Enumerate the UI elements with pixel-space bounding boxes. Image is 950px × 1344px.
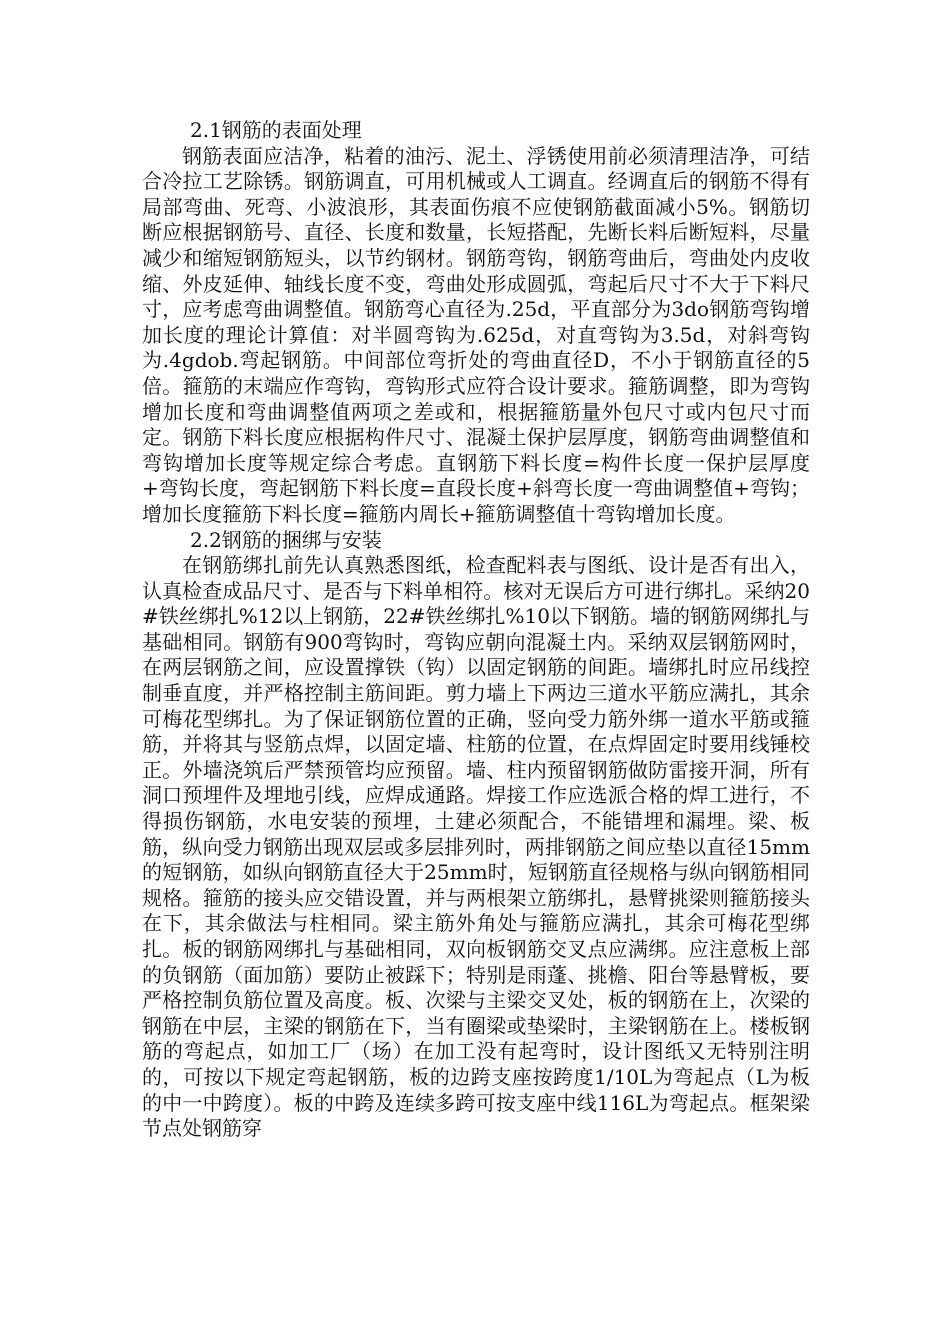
section-heading-binding-installation: 2.2钢筋的捆绑与安装 (190, 527, 382, 552)
section-heading-surface-treatment: 2.1钢筋的表面处理 (190, 118, 362, 142)
section-paragraph-binding-installation: 在钢筋绑扎前先认真熟悉图纸，检查配料表与图纸、设计是否有出入，认真检查成品尺寸、是否与下料单相符。核对无误后方可进行绑扎。采纳20#铁丝绑扎%12以上钢筋，22#铁丝绑扎%10以下钢筋。墙的钢筋网绑扎与基础相同。钢筋有900弯钩时，弯钩应朝向混凝土内。采纳双层钢筋网时，在两层钢筋之间，应设置撑铁（钩）以固定钢筋的间距。墙绑扎时应吊线控制垂直度，并严格控制主筋间距。剪力墙上下两边三道水平筋应满扎，其余可梅花型绑扎。为了保证钢筋位置的正确，竖向受力筋外绑一道水平筋或箍筋，并将其与竖筋点焊，以固定墙、柱筋的位置，在点焊固定时要用线锤校正。外墙浇筑后严禁预管均应预留。墙、柱内预留钢筋做防雷接开洞，所有洞口预埋件及埋地引线，应焊成通路。焊接工作应选派合格的焊工进行，不得损伤钢筋，水电安装的预埋，土建必须配合，不能错埋和漏埋。梁、板筋，纵向受力钢筋出现双层或多层排列时，两排钢筋之间应垫以直径15mm的短钢筋，如纵向钢筋直径大于25mm时，短钢筋直径规格与纵向钢筋相同规格。箍筋的接头应交错设置，并与两根架立筋绑扎，悬臂挑梁则箍筋接头在下，其余做法与柱相同。梁主筋外角处与箍筋应满扎，其余可梅花型绑扎。板的钢筋网绑扎与基础相同，双向板钢筋交叉点应满绑。应注意板上部的负钢筋（面加筋）要防止被踩下；特别是雨蓬、挑檐、阳台等悬臂板，要严格控制负筋位置及高度。板、次梁与主梁交叉处，板的钢筋在上，次梁的钢筋在中层，主梁的钢筋在下，当有圈梁或垫梁时，主梁钢筋在上。楼板钢筋的弯起点，如加工厂（场）在加工没有起弯时，设计图纸又无特别注明的，可按以下规定弯起钢筋，板的边跨支座按跨度1/10L为弯起点（L为板的中一中跨度）。板的中跨及连续多跨可按支座中线116L为弯起点。框架梁节点处钢筋穿 (142, 553, 810, 1141)
document-page (142, 118, 810, 1142)
section-paragraph-surface-treatment: 钢筋表面应洁净，粘着的油污、泥土、浮锈使用前必须清理洁净，可结合冷拉工艺除锈。钢筋调直，可用机械或人工调直。经调直后的钢筋不得有局部弯曲、死弯、小波浪形，其表面伤痕不应使钢筋截面减小5%。钢筋切断应根据钢筋号、直径、长度和数量，长短搭配，先断长料后断短料，尽量减少和缩短钢筋短头，以节约钢材。钢筋弯钩，钢筋弯曲后，弯曲处内皮收缩、外皮延伸、轴线长度不变，弯曲处形成圆弧，弯起后尺寸不大于下料尺寸，应考虑弯曲调整值。钢筋弯心直径为.25d，平直部分为3do钢筋弯钩增加长度的理论计算值：对半圆弯钩为.625d，对直弯钩为3.5d，对斜弯钩为.4gdob.弯起钢筋。中间部位弯折处的弯曲直径D，不小于钢筋直径的5倍。箍筋的末端应作弯钩，弯钩形式应符合设计要求。箍筋调整，即为弯钩增加长度和弯曲调整值两项之差或和，根据箍筋量外包尺寸或内包尺寸而定。钢筋下料长度应根据构件尺寸、混凝土保护层厚度，钢筋弯曲调整值和弯钩增加长度等规定综合考虑。直钢筋下料长度=构件长度一保护层厚度+弯钩长度，弯起钢筋下料长度=直段长度+斜弯长度一弯曲调整值+弯钩；增加长度箍筋下料长度=箍筋内周长+箍筋调整值十弯钩增加长度。 (142, 143, 810, 526)
